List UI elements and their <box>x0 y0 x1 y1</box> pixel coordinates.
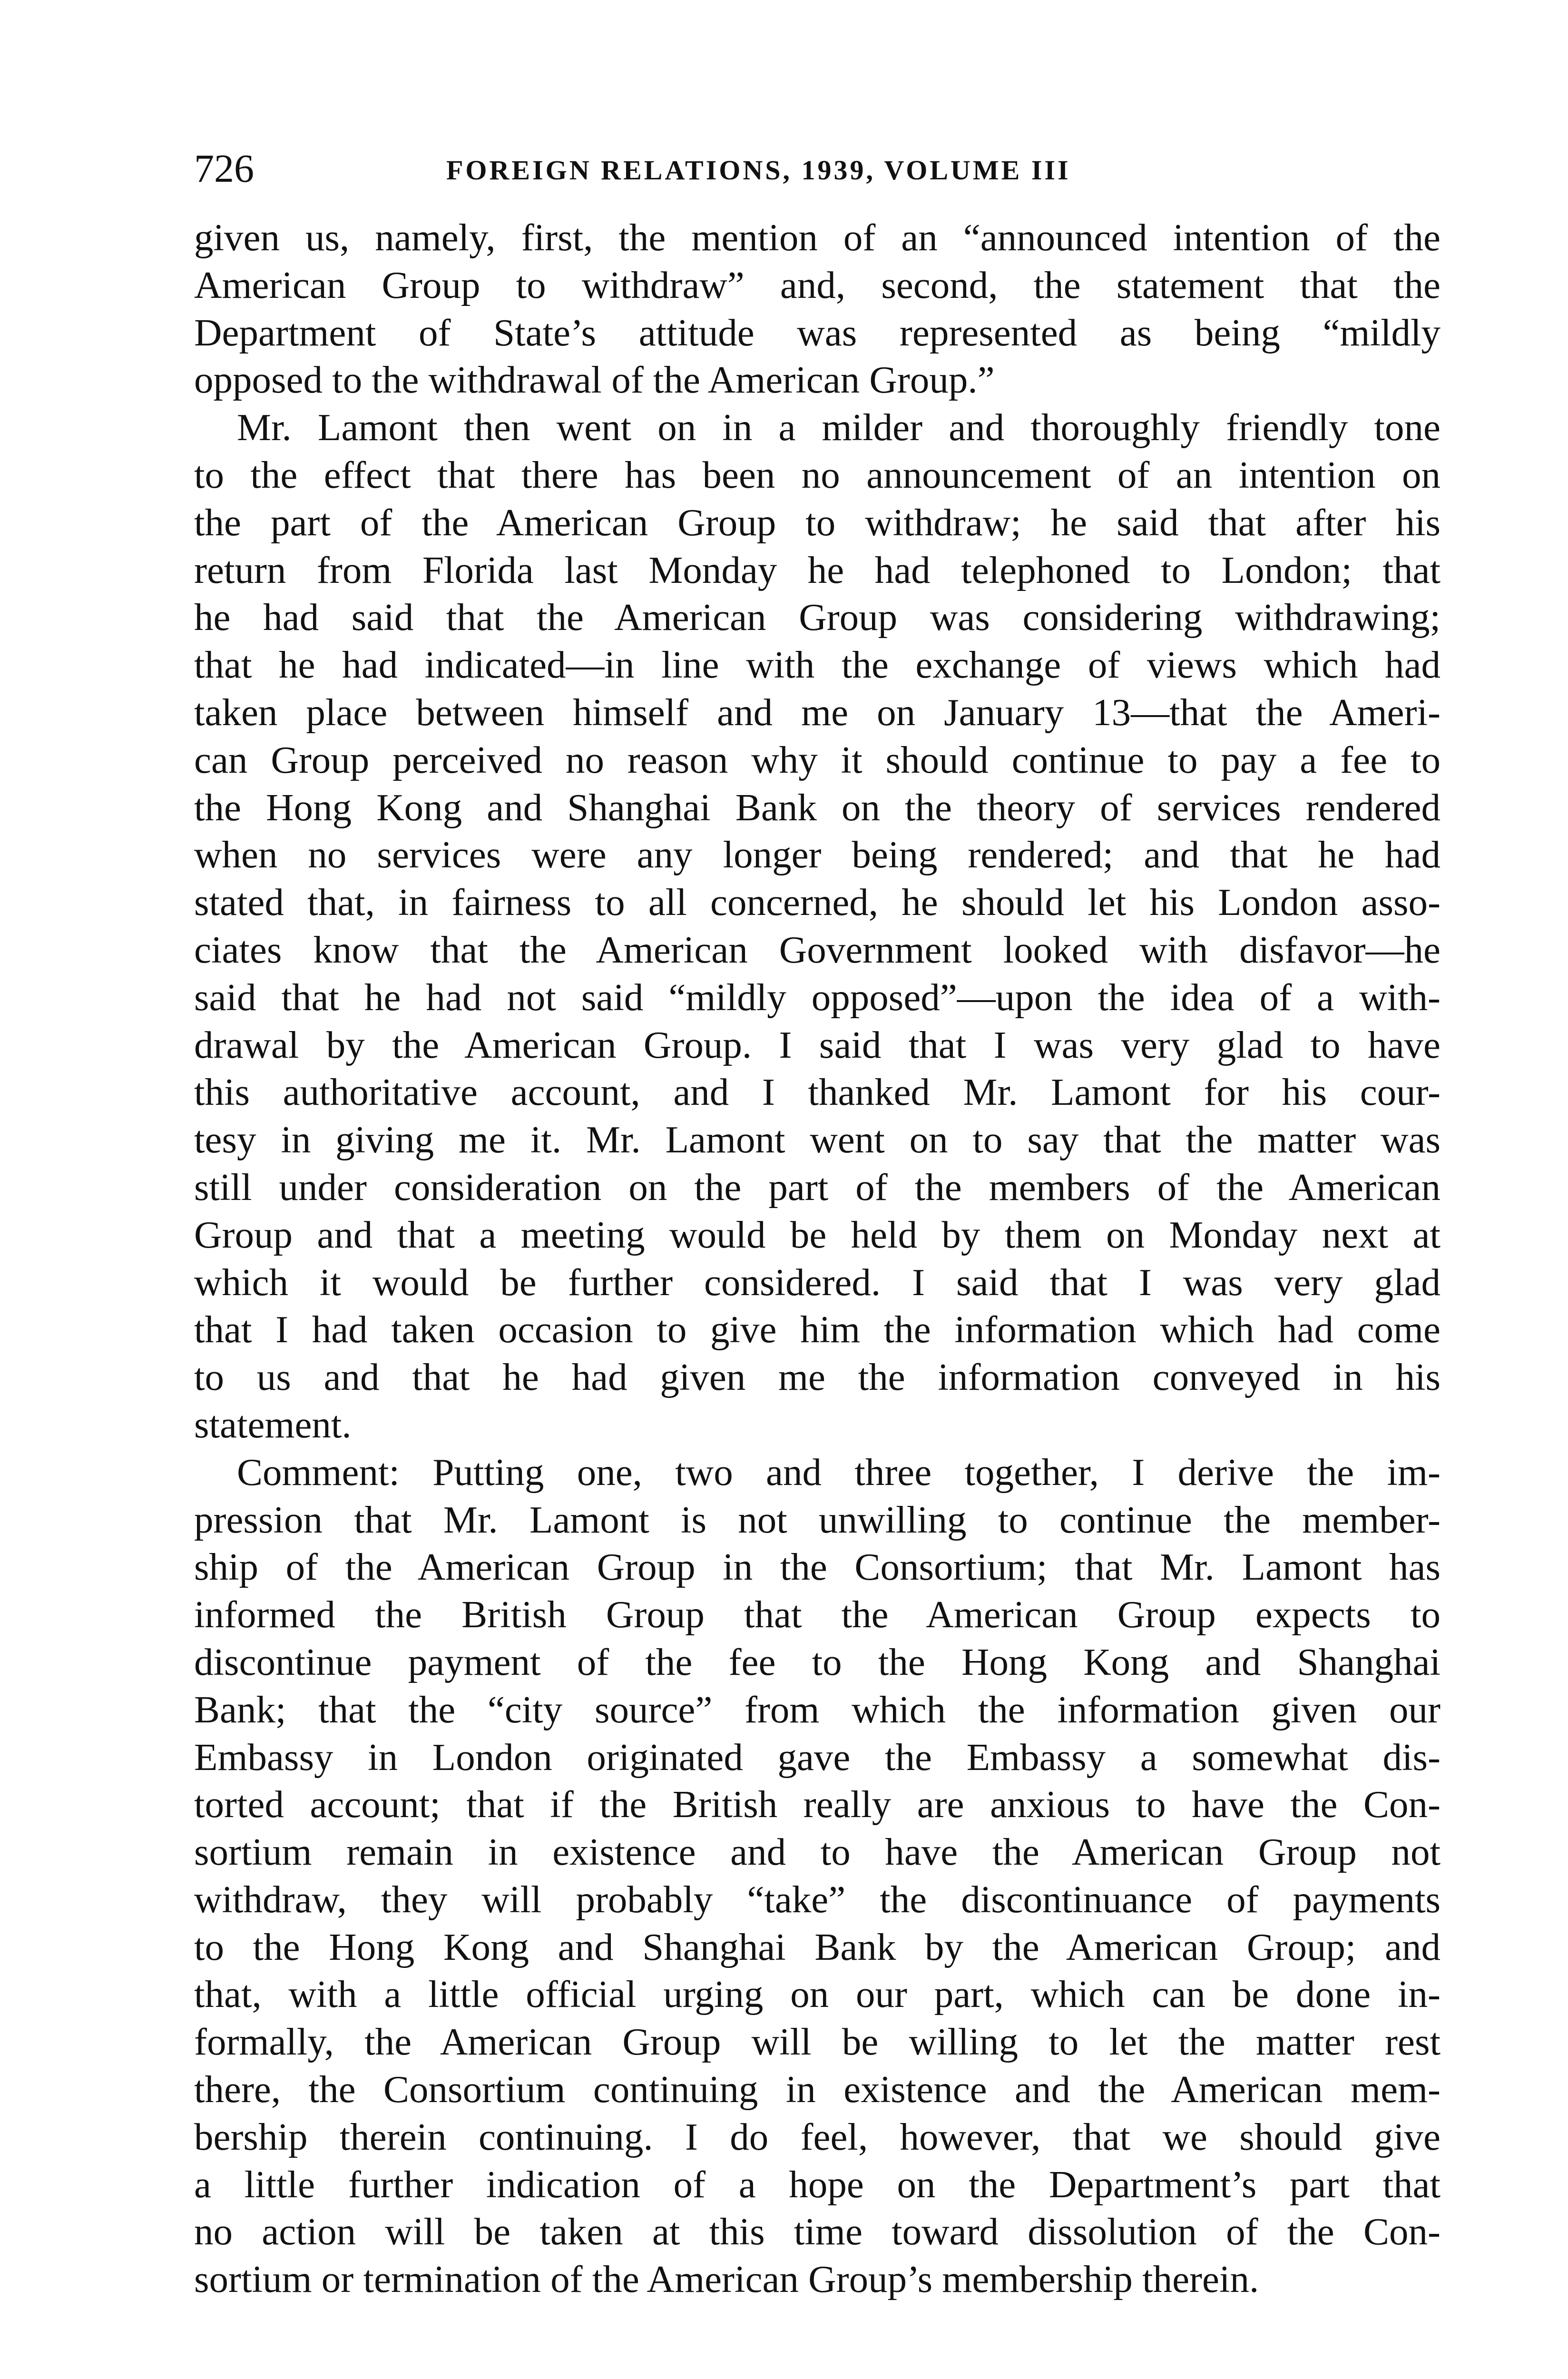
body-text <box>194 214 1441 2303</box>
text-line: sortium remain in existence and to have the American Group not <box>194 1830 1441 1874</box>
text-line: that, with a little official urging on our part, which can be done in- <box>194 1973 1441 2016</box>
text-line: to us and that he had given me the information conveyed in his <box>194 1356 1441 1399</box>
text-line: that I had taken occasion to give him the information which had come <box>194 1308 1441 1351</box>
text-line: ciates know that the American Government looked with disfavor—he <box>194 928 1441 971</box>
text-line: taken place between himself and me on January 13—that the Ameri- <box>194 690 1441 734</box>
text-line: that he had indicated—in line with the exchange of views which had <box>194 643 1441 687</box>
text-line: the part of the American Group to withdraw; he said that after his <box>194 501 1441 544</box>
text-line: pression that Mr. Lamont is not unwilling to continue the member- <box>194 1498 1441 1541</box>
text-line: Department of State’s attitude was represented as being “mildly <box>194 311 1441 354</box>
text-line: still under consideration on the part of the members of the American <box>194 1165 1441 1209</box>
text-line: opposed to the withdrawal of the American Group.” <box>194 358 995 402</box>
text-line: statement. <box>194 1403 352 1446</box>
text-line: tesy in giving me it. Mr. Lamont went on to say that the matter was <box>194 1118 1441 1161</box>
text-line: the Hong Kong and Shanghai Bank on the theory of services rendered <box>194 786 1441 829</box>
text-line: Bank; that the “city source” from which the information given our <box>194 1688 1441 1731</box>
text-line: stated that, in fairness to all concerned, he should let his London asso- <box>194 881 1441 924</box>
paragraph <box>194 404 1441 1449</box>
text-line: informed the British Group that the American Group expects to <box>194 1593 1441 1636</box>
text-line: to the Hong Kong and Shanghai Bank by the American Group; and <box>194 1925 1441 1968</box>
text-line: Embassy in London originated gave the Embassy a somewhat dis- <box>194 1735 1441 1779</box>
running-title: FOREIGN RELATIONS, 1939, VOLUME III <box>446 155 1071 186</box>
text-line: no action will be taken at this time toward dissolution of the Con- <box>194 2210 1441 2253</box>
text-line: bership therein continuing. I do feel, however, that we should give <box>194 2115 1441 2158</box>
text-line: can Group perceived no reason why it should continue to pay a fee to <box>194 738 1441 781</box>
text-line: return from Florida last Monday he had telephoned to London; that <box>194 548 1441 591</box>
text-line: when no services were any longer being rendered; and that he had <box>194 833 1441 876</box>
text-line: a little further indication of a hope on the Department’s part that <box>194 2163 1441 2206</box>
text-line: Group and that a meeting would be held by them on Monday next at <box>194 1213 1441 1256</box>
text-line: given us, namely, first, the mention of an “announced intention of the <box>194 216 1441 259</box>
text-line: torted account; that if the British really are anxious to have the Con- <box>194 1783 1441 1826</box>
text-line: withdraw, they will probably “take” the discontinuance of payments <box>194 1878 1441 1921</box>
text-line: he had said that the American Group was considering withdrawing; <box>194 596 1441 639</box>
paragraph <box>194 214 1441 404</box>
text-line: said that he had not said “mildly opposed”—upon the idea of a with- <box>194 975 1441 1019</box>
text-line: discontinue payment of the fee to the Hong Kong and Shanghai <box>194 1640 1441 1683</box>
page-header <box>194 143 1441 195</box>
paragraph <box>194 1449 1441 2303</box>
text-line: to the effect that there has been no announcement of an intention on <box>194 453 1441 496</box>
text-line: formally, the American Group will be willing to let the matter rest <box>194 2020 1441 2064</box>
page-number: 726 <box>194 147 254 191</box>
text-line: Comment: Putting one, two and three together, I derive the im- <box>237 1450 1441 1494</box>
text-line: American Group to withdraw” and, second, the statement that the <box>194 263 1441 306</box>
text-line: ship of the American Group in the Consortium; that Mr. Lamont has <box>194 1545 1441 1589</box>
text-line: this authoritative account, and I thanked Mr. Lamont for his cour- <box>194 1071 1441 1114</box>
text-line: drawal by the American Group. I said that I was very glad to have <box>194 1023 1441 1066</box>
text-line: Mr. Lamont then went on in a milder and thoroughly friendly tone <box>237 406 1441 449</box>
text-line: which it would be further considered. I said that I was very glad <box>194 1260 1441 1304</box>
text-line: sortium or termination of the American Group’s membership therein. <box>194 2258 1259 2301</box>
text-line: there, the Consortium continuing in existence and the American mem- <box>194 2068 1441 2111</box>
